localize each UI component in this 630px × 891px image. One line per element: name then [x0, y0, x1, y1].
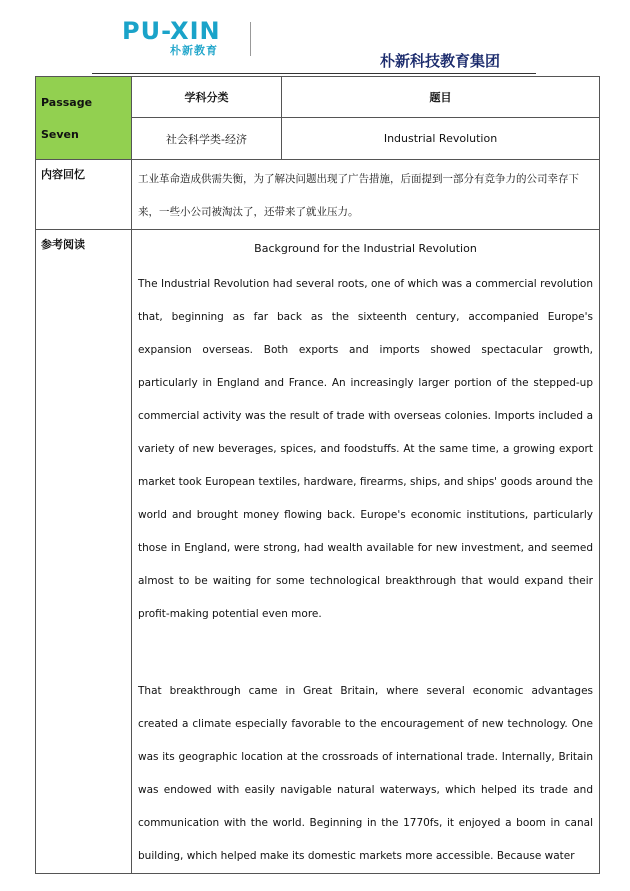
company-name: 朴新科技教育集团	[380, 52, 501, 70]
recall-label: 内容回忆	[36, 160, 132, 230]
topic-value: Industrial Revolution	[282, 118, 600, 160]
category-value: 社会科学类-经济	[132, 118, 282, 160]
reading-label: 参考阅读	[36, 230, 132, 874]
reading-paragraph-1: The Industrial Revolution had several roots, one of which was a commercial revolution that, beginning as far back as the sixteenth century, accompanied Europe's expansion overseas. Both exports and imports showed spectacular growth, particularly in England and France. An increasingly larger portion of the stepped-up commercial activity was the result of trade with overseas colonies. Imports included a variety of new beverages, spices, and foodstuffs. At the same time, a growing export market took European textiles, hardware, firearms, ships, and ships' goods around the world and brought money flowing back. Europe's economic institutions, particularly those in England, were strong, had wealth available for new investment, and seemed almost to be waiting for some technological breakthrough that would expand their profit-making potential even more.	[138, 278, 593, 620]
logo-divider	[250, 22, 251, 56]
passage-label-cell	[36, 77, 132, 160]
header-rule	[92, 73, 536, 74]
logo-subtext: 朴新教育	[170, 44, 218, 57]
passage-label-line2: Seven	[41, 128, 79, 141]
recall-text: 工业革命造成供需失衡，为了解决问题出现了广告措施，后面提到一部分有竞争力的公司幸存下来，一些小公司被淘汰了，还带来了就业压力。	[132, 160, 600, 230]
reading-cell	[132, 230, 600, 874]
passage-label-line1: Passage	[41, 96, 93, 109]
logo-text: PU-XIN	[122, 17, 221, 45]
reading-title: Background for the Industrial Revolution	[254, 242, 477, 255]
paragraph-gap	[138, 631, 593, 675]
topic-header: 题目	[282, 77, 600, 118]
passage-table	[35, 76, 600, 874]
reading-paragraph-2: That breakthrough came in Great Britain, where several economic advantages created a climate especially favorable to the encouragement of new technology. One was its geographic location at the crossroads of international trade. Internally, Britain was endowed with easily navigable natural waterways, which helped its trade and communication with the world. Beginning in the 1770fs, it enjoyed a boom in canal building, which helped make its domestic markets more accessible. Because water	[138, 685, 593, 862]
category-header: 学科分类	[132, 77, 282, 118]
puxin-logo	[122, 18, 254, 58]
